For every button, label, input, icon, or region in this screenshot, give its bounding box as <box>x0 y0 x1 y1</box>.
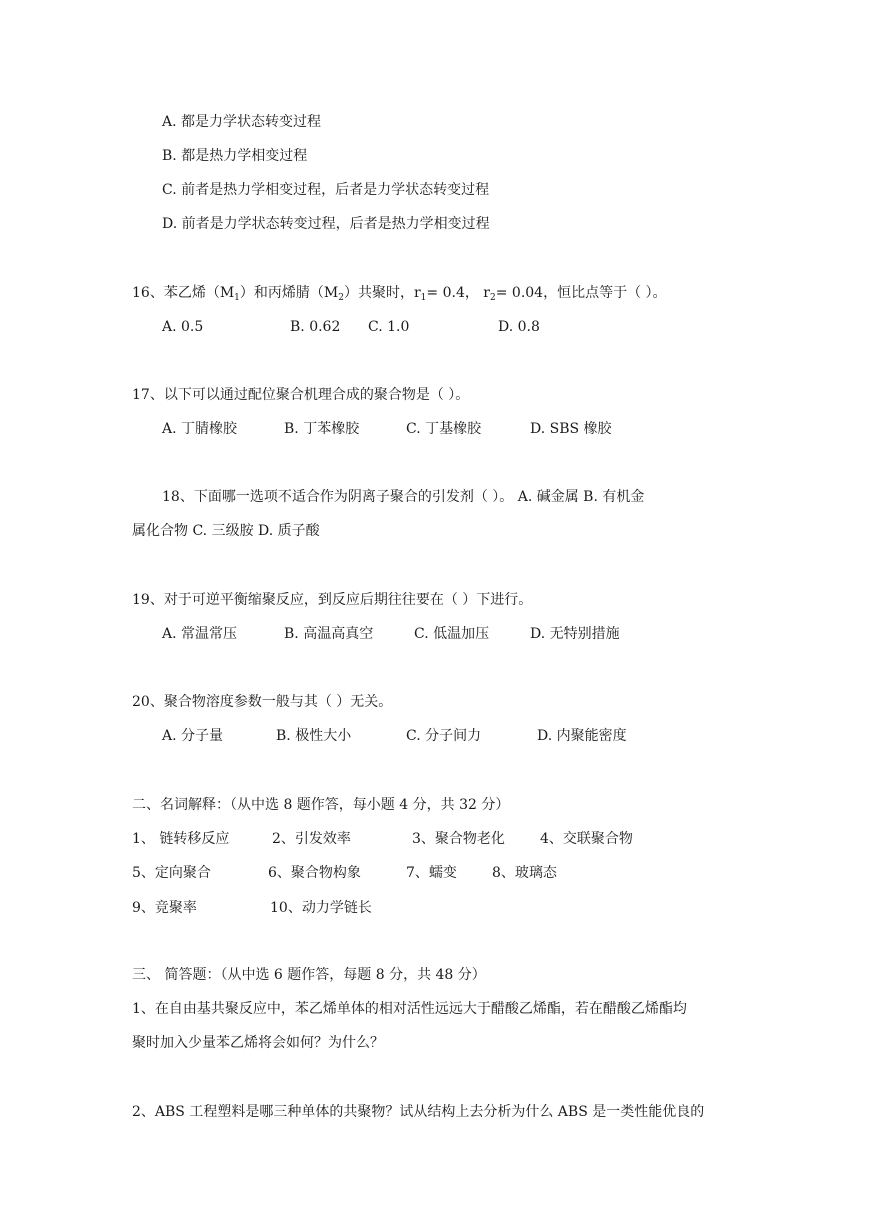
q15-option-c: C. 前者是热力学相变过程，后者是力学状态转变过程 <box>162 182 490 198</box>
term-item: 8、玻璃态 <box>492 865 557 881</box>
q16-stem-text: = 0.04，恒比点等于（ ）。 <box>495 285 667 301</box>
q16-stem-text: = 0.4， r <box>426 285 490 301</box>
section-3-heading: 三、 简答题：（从中选 6 题作答，每题 8 分，共 48 分） <box>132 967 486 983</box>
q16-option-b: B. 0.62 <box>290 319 341 335</box>
q19-option-a: A. 常温常压 <box>162 626 238 642</box>
term-item: 10、动力学链长 <box>270 900 372 916</box>
term-item: 5、定向聚合 <box>132 865 211 881</box>
q19-stem: 19、对于可逆平衡缩聚反应，到反应后期往往要在（ ）下进行。 <box>132 592 533 608</box>
q18-line-2: 属化合物 C. 三级胺 D. 质子酸 <box>132 523 320 539</box>
q16-subscript: 2 <box>490 293 496 303</box>
q16-stem-text: ）和丙烯腈（M <box>239 285 339 301</box>
section-3-q2-line-1: 2、ABS 工程塑料是哪三种单体的共聚物？试从结构上去分析为什么 ABS 是一类性能优良的 <box>132 1104 705 1120</box>
term-item: 3、聚合物老化 <box>412 831 505 847</box>
q16-stem <box>132 284 667 307</box>
term-item: 4、交联聚合物 <box>540 831 633 847</box>
q19-option-c: C. 低温加压 <box>414 626 490 642</box>
q15-option-d: D. 前者是力学状态转变过程，后者是热力学相变过程 <box>162 216 490 232</box>
term-item: 6、聚合物构象 <box>268 865 361 881</box>
section-2-heading: 二、名词解释：（从中选 8 题作答，每小题 4 分，共 32 分） <box>132 797 510 813</box>
q16-subscript: 1 <box>420 293 427 303</box>
q19-option-b: B. 高温高真空 <box>284 626 374 642</box>
q16-stem-text: 16、苯乙烯（M <box>132 285 235 301</box>
q20-option-a: A. 分子量 <box>162 728 224 744</box>
q20-option-d: D. 内聚能密度 <box>537 728 627 744</box>
section-3-q1-line-1: 1、在自由基共聚反应中，苯乙烯单体的相对活性远远大于醋酸乙烯酯，若在醋酸乙烯酯均 <box>132 1001 687 1017</box>
q17-option-b: B. 丁苯橡胶 <box>284 421 360 437</box>
q16-subscript: 1 <box>234 293 240 303</box>
q15-option-b: B. 都是热力学相变过程 <box>162 148 308 164</box>
q20-stem: 20、聚合物溶度参数一般与其（ ）无关。 <box>132 694 393 710</box>
q17-stem: 17、以下可以通过配位聚合机理合成的聚合物是（ ）。 <box>132 387 470 403</box>
section-3-q1-line-2: 聚时加入少量苯乙烯将会如何？为什么？ <box>132 1035 384 1051</box>
q20-option-b: B. 极性大小 <box>276 728 352 744</box>
q18-line-1: 18、下面哪一选项不适合作为阴离子聚合的引发剂（ ）。 A. 碱金属 B. 有机金 <box>162 489 645 505</box>
q16-subscript: 2 <box>338 293 344 303</box>
q20-option-c: C. 分子间力 <box>406 728 482 744</box>
term-item: 9、竞聚率 <box>132 900 197 916</box>
q17-option-d: D. SBS 橡胶 <box>530 421 612 437</box>
q16-option-c: C. 1.0 <box>368 319 410 335</box>
q16-option-d: D. 0.8 <box>498 319 540 335</box>
term-item: 7、蠕变 <box>406 865 457 881</box>
q19-option-d: D. 无特别措施 <box>530 626 620 642</box>
q17-option-c: C. 丁基橡胶 <box>406 421 482 437</box>
q15-option-a: A. 都是力学状态转变过程 <box>162 114 322 130</box>
q17-option-a: A. 丁腈橡胶 <box>162 421 238 437</box>
term-item: 1、 链转移反应 <box>132 831 230 847</box>
q16-option-a: A. 0.5 <box>162 319 204 335</box>
term-item: 2、引发效率 <box>272 831 351 847</box>
q16-stem-text: ）共聚时，r <box>343 285 421 301</box>
